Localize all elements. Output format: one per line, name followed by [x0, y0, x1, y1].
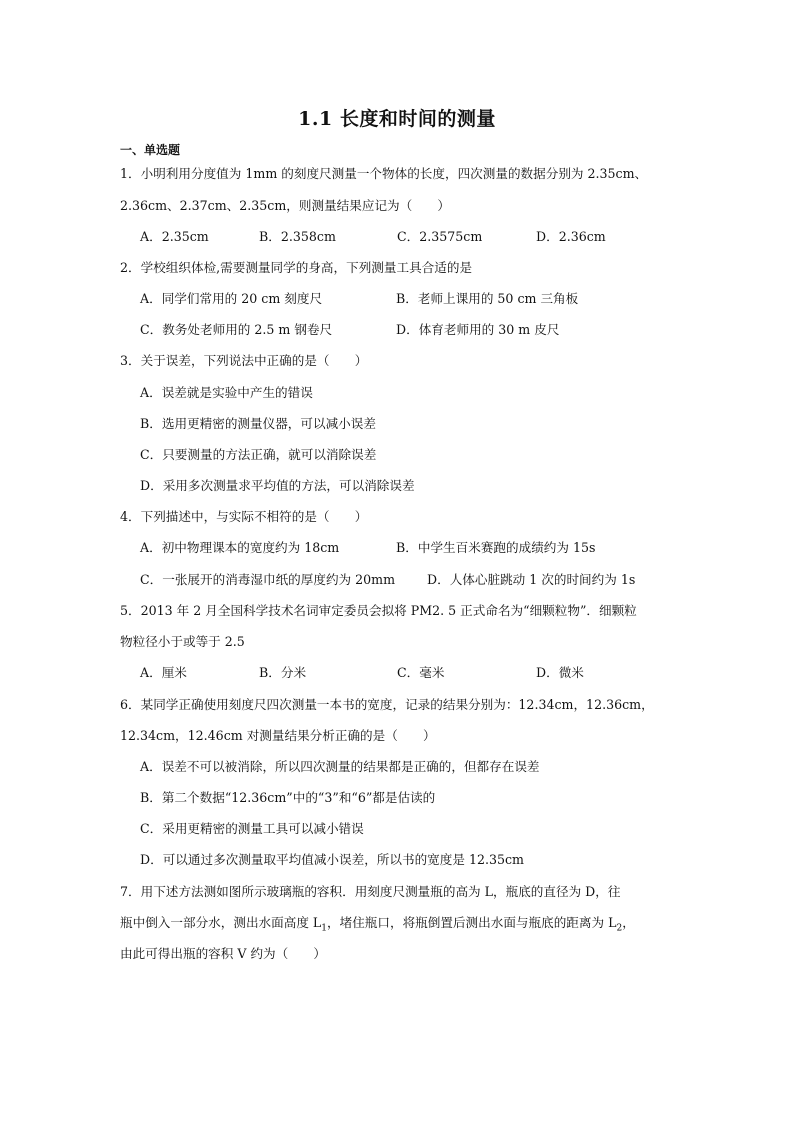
question-6-option-d: D．可以通过多次测量取平均值减小误差，所以书的宽度是 12.35cm — [140, 852, 524, 867]
question-3-option-c: C．只要测量的方法正确，就可以消除误差 — [140, 447, 377, 462]
question-4-option-a: A．初中物理课本的宽度约为 18cm — [140, 540, 340, 555]
question-5-option-c: C．毫米 — [397, 665, 445, 680]
subscript-1: 1 — [321, 923, 328, 934]
question-6-option-a: A．误差不可以被消除，所以四次测量的结果都是正确的，但都存在误差 — [140, 759, 540, 774]
question-3-option-a: A．误差就是实验中产生的错误 — [140, 385, 313, 400]
question-7-text-part1: 瓶中倒入一部分水，测出水面高度 L — [120, 915, 322, 930]
question-6-option-b: B．第二个数据“12.36cm”中的“3”和“6”都是估读的 — [140, 790, 436, 805]
question-1-option-b: B．2.358cm — [259, 229, 336, 244]
question-1-option-a: A．2.35cm — [140, 229, 209, 244]
question-7-text-cont — [120, 914, 690, 938]
question-5-option-a: A．厘米 — [140, 665, 187, 680]
question-3-text: 3．关于误差，下列说法中正确的是（ ） — [120, 353, 368, 368]
question-6-text: 6．某同学正确使用刻度尺四次测量一本书的宽度，记录的结果分别为：12.34cm，12.36cm， — [120, 697, 654, 712]
question-4-option-d: D．人体心脏跳动 1 次的时间约为 1s — [427, 572, 636, 587]
question-6-text-cont: 12.34cm，12.46cm 对测量结果分析正确的是（ ） — [120, 728, 436, 743]
question-5-text-cont: 物粒径小于或等于 2.5 — [120, 634, 245, 649]
question-7-text-part3: ， — [622, 915, 635, 930]
subscript-2: 2 — [616, 923, 623, 934]
question-7-text-part2: ，堵住瓶口，将瓶倒置后测出水面与瓶底的距离为 L — [327, 915, 617, 930]
question-2-option-c: C．教务处老师用的 2.5 m 钢卷尺 — [140, 322, 333, 337]
question-2-option-a: A．同学们常用的 20 cm 刻度尺 — [140, 291, 323, 306]
question-7-text: 7．用下述方法测如图所示玻璃瓶的容积．用刻度尺测量瓶的高为 L，瓶底的直径为 D，往 — [120, 884, 621, 899]
question-3-option-b: B．选用更精密的测量仪器，可以减小误差 — [140, 416, 376, 431]
question-1-option-c: C．2.3575cm — [397, 229, 483, 244]
question-5-text: 5．2013 年 2 月全国科学技术名词审定委员会拟将 PM2. 5 正式命名为“细颗粒物”．细颗粒 — [120, 603, 637, 618]
question-6-option-c: C．采用更精密的测量工具可以减小错误 — [140, 821, 364, 836]
question-7-text-end: 由此可得出瓶的容积 V 约为（ ） — [120, 946, 327, 961]
question-2-option-b: B．老师上课用的 50 cm 三角板 — [396, 291, 579, 306]
question-2-text: 2．学校组织体检,需要测量同学的身高，下列测量工具合适的是 — [120, 260, 473, 275]
question-5-option-b: B．分米 — [259, 665, 307, 680]
question-1-text-cont: 2.36cm、2.37cm、2.35cm，则测量结果应记为（ ） — [120, 198, 451, 213]
question-1-text: 1．小明利用分度值为 1mm 的刻度尺测量一个物体的长度，四次测量的数据分别为 2.35cm、 — [120, 166, 648, 181]
page-title: 1.1 长度和时间的测量 — [298, 108, 496, 130]
question-3-option-d: D．采用多次测量求平均值的方法，可以消除误差 — [140, 478, 415, 493]
question-1-option-d: D．2.36cm — [536, 229, 606, 244]
question-5-option-d: D．微米 — [536, 665, 584, 680]
question-4-text: 4．下列描述中，与实际不相符的是（ ） — [120, 509, 368, 524]
question-2-option-d: D．体育老师用的 30 m 皮尺 — [396, 322, 560, 337]
question-4-option-c: C．一张展开的消毒湿巾纸的厚度约为 20mm — [140, 572, 396, 587]
section-heading: 一、单选题 — [120, 143, 181, 157]
question-4-option-b: B．中学生百米赛跑的成绩约为 15s — [396, 540, 596, 555]
